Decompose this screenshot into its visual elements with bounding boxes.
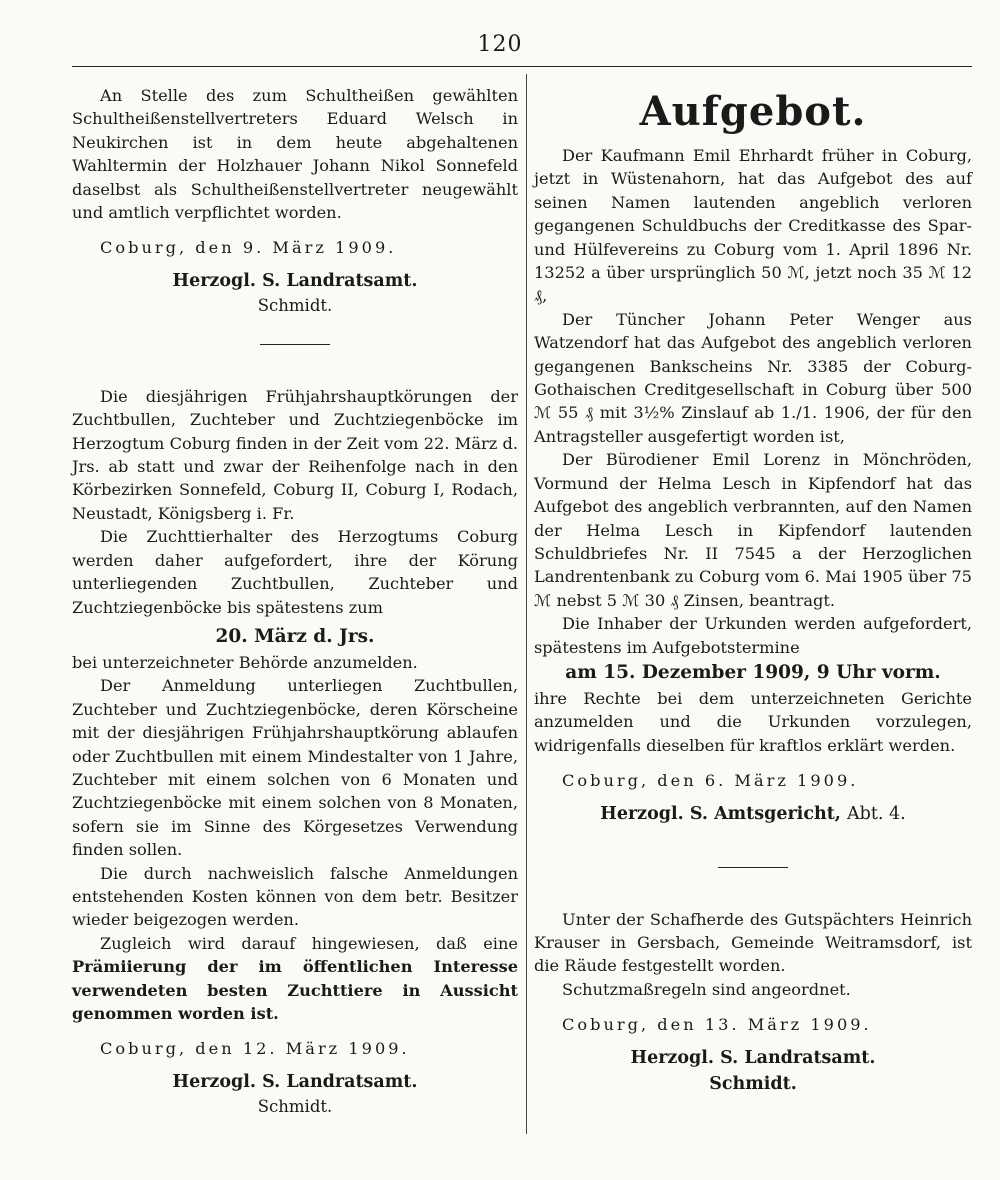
right-column [534,84,972,1097]
aufgebot-court-dept: Abt. 4. [846,803,906,824]
aufgebot-dateline: Coburg, den 6. März 1909. [562,771,859,791]
koerung-scope: Der Anmeldung unterliegen Zuchtbullen, Zuchteber und Zuchtziegenböcke, deren Körscheine mit der diesjährigen Frühjahrshauptkörung ablaufen oder Zuchtbullen mit einem Mindestalter von 1 Jahre, Zuchteber mit einem solchen von 6 Monaten und Zuchtziegenböcke mit einem solchen von 8 Monaten, sofern sie im Sinne des Körgesetzes Verwendung finden sollen. [72,676,518,860]
aufgebot-summons: Die Inhaber der Urkunden werden aufgefordert, spätestens im Aufgebotstermine [534,614,972,657]
raeude-dateline: Coburg, den 13. März 1909. [562,1015,872,1035]
notice-election-text: An Stelle des zum Schultheißen gewählten Schultheißenstellvertreters Eduard Welsch in Neukirchen ist in dem heute abgehaltenen Wahltermin der Holzhauer Johann Nikol Sonnefeld daselbst als Schultheißenstellvertreter neugewählt und amtlich verpflichtet worden. [72,86,518,223]
koerung-award [72,932,518,1026]
koerung-costs: Die durch nachweislich falsche Anmeldungen entstehenden Kosten können von dem betr. Besitzer wieder beigezogen werden. [72,863,518,930]
raeude-signer: Schmidt. [709,1073,797,1094]
page-number: 120 [477,32,523,57]
koerung-intro: Die diesjährigen Frühjahrshauptkörungen der Zuchtbullen, Zuchteber und Zuchtziegenböcke im Herzogtum Coburg finden in der Zeit vom 22. März d. Jrs. ab statt und zwar der Reihenfolge nach in den Körbezirken Sonnefeld, Coburg II, Coburg I, Rodach, Neustadt, Königsberg i. Fr. [72,386,518,523]
aufgebot-court-name: Herzogl. S. Amtsgericht, [600,803,841,824]
raeude-authority: Herzogl. S. Landratsamt. [630,1047,876,1068]
notice-election-authority: Herzogl. S. Landratsamt. [172,270,418,291]
aufgebot-consequence: ihre Rechte bei dem unterzeichneten Gerichte anzumelden und die Urkunden vorzulegen, widrigenfalls dieselben für kraftlos erklärt werden. [534,688,972,755]
koerung-request: Die Zuchttierhalter des Herzogtums Coburg werden daher aufgefordert, ihre der Körung unterliegenden Zuchtbullen, Zuchteber und Zuchtziegenböcke bis spätestens zum [72,527,518,617]
koerung-award-bold: Prämiierung der im öffentlichen Interesse verwendeten besten Zuchttiere in Aussicht genommen worden ist. [72,957,518,1023]
raeude-measures: Schutzmaßregeln sind angeordnet. [562,979,851,999]
koerung-register: bei unterzeichneter Behörde anzumelden. [72,652,418,672]
aufgebot-lorenz: Der Bürodiener Emil Lorenz in Mönchröden, Vormund der Helma Lesch in Kipfendorf hat das Aufgebot des angeblich verbrannten, auf den Namen der Helma Lesch in Kipfendorf lautenden Schuldbriefes Nr. II 7545 a der Herzoglichen Landrentenbank zu Coburg vom 6. Mai 1905 über 75 ℳ nebst 5 ℳ 30 ₰ Zinsen, beantragt. [534,450,972,610]
notice-election-signer: Schmidt. [257,295,333,315]
aufgebot-wenger: Der Tüncher Johann Peter Wenger aus Watzendorf hat das Aufgebot des angeblich verloren gegangenen Bankscheins Nr. 3385 der Coburg-Gothaischen Creditgesellschaft in Coburg über 500 ℳ 55 ₰ mit 3½% Zinslauf ab 1./1. 1906, der für den Antragsteller ausgefertigt worden ist, [534,309,972,446]
koerung-deadline: 20. März d. Jrs. [215,625,375,647]
left-column [72,84,518,1119]
notice-election-dateline: Coburg, den 9. März 1909. [100,238,397,258]
aufgebot-ehrhardt: Der Kaufmann Emil Ehrhardt früher in Coburg, jetzt in Wüstenahorn, hat das Aufgebot des auf seinen Namen lautenden angeblich verloren gegangenen Schuldbuchs der Creditkasse des Spar- und Hülfevereins zu Coburg vom 1. April 1896 Nr. 13252 a über ursprünglich 50 ℳ, jetzt noch 35 ℳ 12 ₰, [534,146,972,306]
raeude-notice: Unter der Schafherde des Gutspächters Heinrich Krauser in Gersbach, Gemeinde Weitramsdorf, ist die Räude festgestellt worden. [534,909,972,976]
header-rule [72,66,972,67]
aufgebot-court [534,801,972,827]
koerung-dateline: Coburg, den 12. März 1909. [100,1039,410,1059]
koerung-award-intro: Zugleich wird darauf hingewiesen, daß eine [100,933,518,953]
aufgebot-hearing-date: am 15. Dezember 1909, 9 Uhr vorm. [565,661,941,683]
column-divider [526,74,527,1134]
aufgebot-title: Aufgebot. [639,88,867,135]
koerung-authority: Herzogl. S. Landratsamt. [172,1071,418,1092]
koerung-signer: Schmidt. [257,1096,333,1116]
